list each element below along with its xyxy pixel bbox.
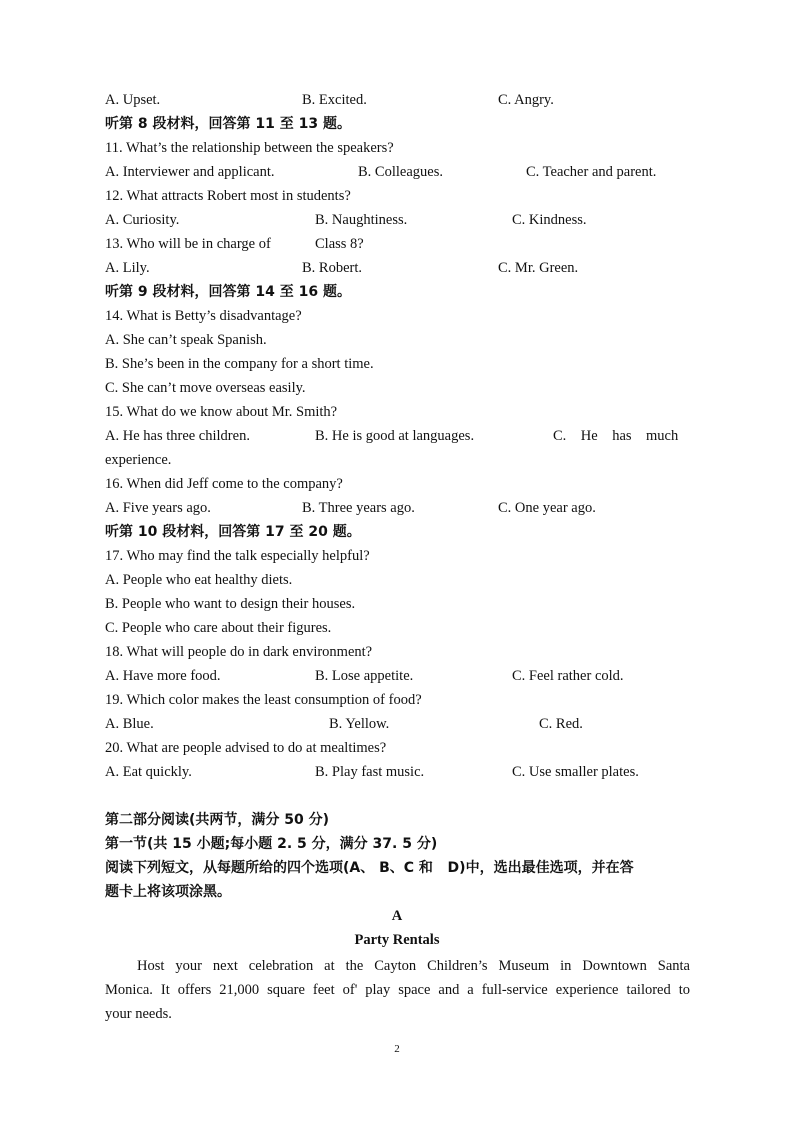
q11-option-b: B. Colleagues. (358, 164, 443, 180)
q13-option-a: A. Lily. (105, 260, 150, 276)
page-number: 2 (394, 1043, 400, 1055)
q12-option-a: A. Curiosity. (105, 212, 180, 228)
passage-label: A (391, 908, 403, 924)
q20-question: 20. What are people advised to do at mealtimes? (105, 740, 387, 756)
q17-option-a: A. People who eat healthy diets. (105, 572, 293, 588)
part2-title: 第二部分阅读(共两节，满分 50 分) (105, 812, 330, 828)
q19-question: 19. Which color makes the least consumption of food? (105, 692, 422, 708)
q15-question: 15. What do we know about Mr. Smith? (105, 404, 338, 420)
section8-header: 听第 8 段材料，回答第 11 至 13 题。 (105, 116, 351, 132)
q10-option-c: C. Angry. (498, 92, 554, 108)
q13-question-part1: 13. Who will be in charge of (105, 236, 271, 252)
q11-option-a: A. Interviewer and applicant. (105, 164, 275, 180)
q10-option-a: A. Upset. (105, 92, 161, 108)
q16-option-c: C. One year ago. (498, 500, 596, 516)
passage-line-2: Monica. It offers 21,000 square feet of' play space and a full-service experience tailored to (105, 982, 690, 998)
q19-option-b: B. Yellow. (329, 716, 390, 732)
passage-paragraph (105, 954, 690, 1026)
q19-option-c: C. Red. (539, 716, 583, 732)
part2-instruction-line1: 阅读下列短文，从每题所给的四个选项(A、 B、C 和 D)中，选出最佳选项，并在答 (105, 860, 634, 876)
part2-instruction-line2: 题卡上将该项涂黑。 (105, 884, 231, 900)
part2-section1: 第一节(共 15 小题;每小题 2. 5 分，满分 37. 5 分) (105, 836, 438, 852)
q14-question: 14. What is Betty’s disadvantage? (105, 308, 302, 324)
q18-question: 18. What will people do in dark environment? (105, 644, 373, 660)
q14-option-a: A. She can’t speak Spanish. (105, 332, 267, 348)
q16-option-b: B. Three years ago. (302, 500, 415, 516)
q11-option-c: C. Teacher and parent. (526, 164, 657, 180)
section10-header: 听第 10 段材料，回答第 17 至 20 题。 (105, 524, 361, 540)
q12-option-b: B. Naughtiness. (315, 212, 408, 228)
q18-option-b: B. Lose appetite. (315, 668, 414, 684)
q20-option-a: A. Eat quickly. (105, 764, 192, 780)
passage-line-3: your needs. (105, 1006, 172, 1022)
q12-question: 12. What attracts Robert most in students? (105, 188, 351, 204)
q13-option-c: C. Mr. Green. (498, 260, 579, 276)
q15-option-b: B. He is good at languages. (315, 428, 475, 444)
q12-option-c: C. Kindness. (512, 212, 587, 228)
q14-option-b: B. She’s been in the company for a short time. (105, 356, 374, 372)
q20-option-b: B. Play fast music. (315, 764, 425, 780)
q11-question: 11. What’s the relationship between the speakers? (105, 140, 394, 156)
q15-option-c-continued: experience. (105, 452, 172, 468)
q16-question: 16. When did Jeff come to the company? (105, 476, 343, 492)
q17-option-b: B. People who want to design their houses. (105, 596, 356, 612)
q13-question-part2: Class 8? (315, 236, 364, 252)
q13-option-b: B. Robert. (302, 260, 363, 276)
q19-option-a: A. Blue. (105, 716, 154, 732)
section9-header: 听第 9 段材料，回答第 14 至 16 题。 (105, 284, 351, 300)
q17-option-c: C. People who care about their figures. (105, 620, 332, 636)
q16-option-a: A. Five years ago. (105, 500, 211, 516)
passage-line-1: Host your next celebration at the Cayton Children’s Museum in Downtown Santa (137, 958, 690, 974)
q17-question: 17. Who may find the talk especially helpful? (105, 548, 370, 564)
q14-option-c: C. She can’t move overseas easily. (105, 380, 306, 396)
passage-title: Party Rentals (354, 932, 440, 948)
q20-option-c: C. Use smaller plates. (512, 764, 639, 780)
q18-option-c: C. Feel rather cold. (512, 668, 624, 684)
q10-option-b: B. Excited. (302, 92, 367, 108)
q18-option-a: A. Have more food. (105, 668, 221, 684)
q15-option-a: A. He has three children. (105, 428, 250, 444)
q15-option-c: C. He has much (553, 428, 679, 444)
